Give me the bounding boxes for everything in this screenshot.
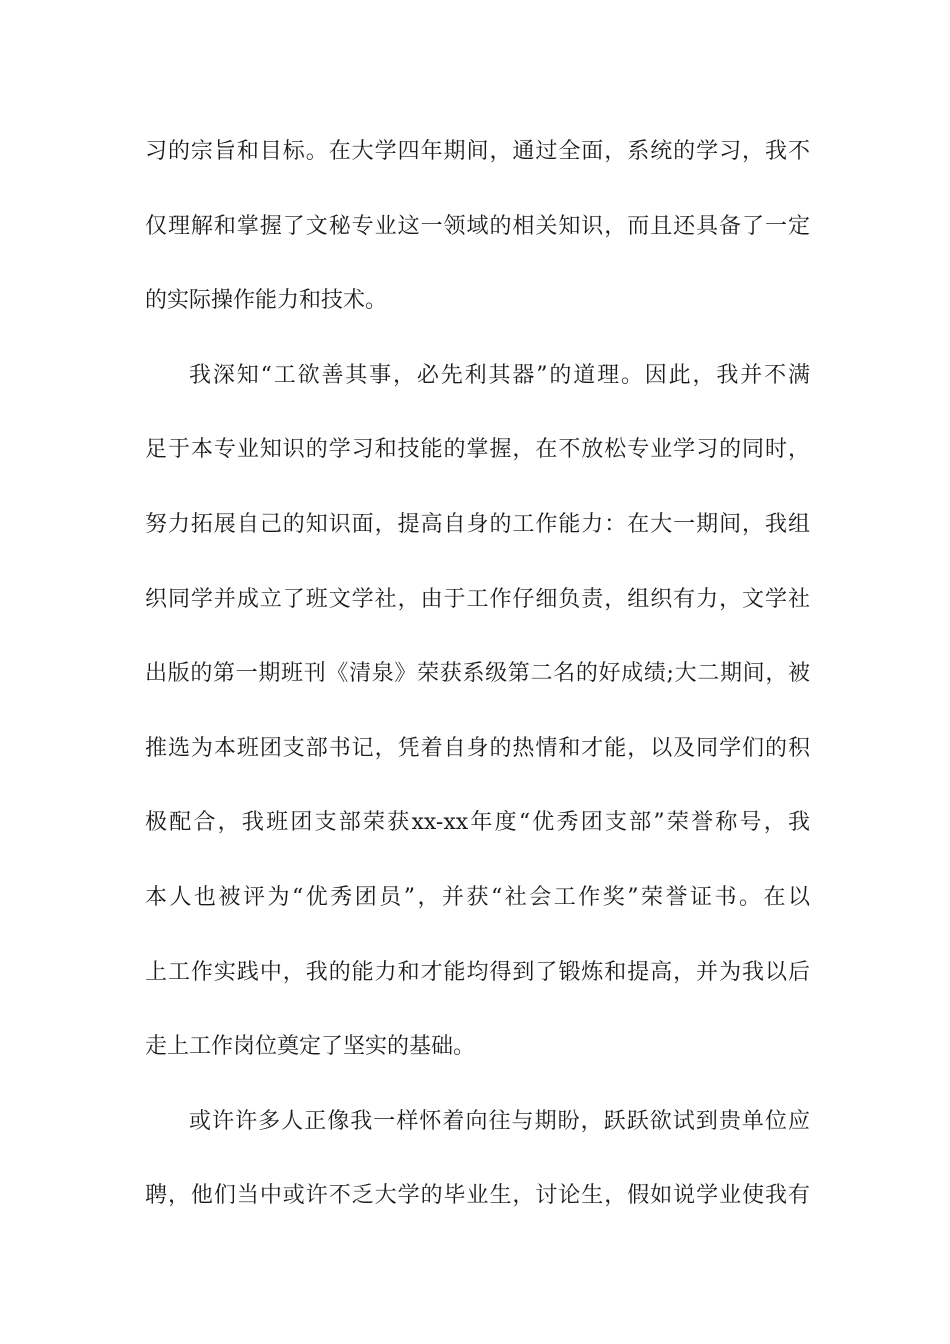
text-line: 推选为本班团支部书记，凭着自身的热情和才能，以及同学们的积 — [145, 735, 810, 761]
text-line: 足于本专业知识的学习和技能的掌握，在不放松专业学习的同时， — [145, 437, 810, 463]
text-line: 出版的第一期班刊《清泉》荣获系级第二名的好成绩;大二期间，被 — [145, 661, 810, 687]
text-line: 仅理解和掌握了文秘专业这一领域的相关知识，而且还具备了一定 — [145, 213, 810, 239]
text-line: 习的宗旨和目标。在大学四年期间，通过全面，系统的学习，我不 — [145, 139, 810, 164]
text-line: 上工作实践中，我的能力和才能均得到了锻炼和提高，并为我以后 — [145, 959, 810, 985]
text-line: 织同学并成立了班文学社，由于工作仔细负责，组织有力，文学社 — [145, 586, 810, 612]
paragraph-first-line: 我深知“工欲善其事，必先利其器”的道理。因此，我并不满 — [189, 362, 810, 388]
text-line: 走上工作岗位奠定了坚实的基础。 — [145, 1034, 476, 1060]
text-line: 聘，他们当中或许不乏大学的毕业生，讨论生，假如说学业使我有 — [145, 1183, 810, 1209]
text-line: 极配合，我班团支部荣获xx-xx年度“优秀团支部”荣誉称号，我 — [145, 810, 810, 836]
text-line: 的实际操作能力和技术。 — [145, 288, 388, 314]
text-line: 本人也被评为“优秀团员”，并获“社会工作奖”荣誉证书。在以 — [145, 884, 810, 910]
body-text — [145, 129, 810, 1248]
text-line: 努力拓展自己的知识面，提高自身的工作能力：在大一期间，我组 — [145, 511, 810, 537]
paragraph-first-line: 或许许多人正像我一样怀着向往与期盼，跃跃欲试到贵单位应 — [189, 1108, 810, 1134]
